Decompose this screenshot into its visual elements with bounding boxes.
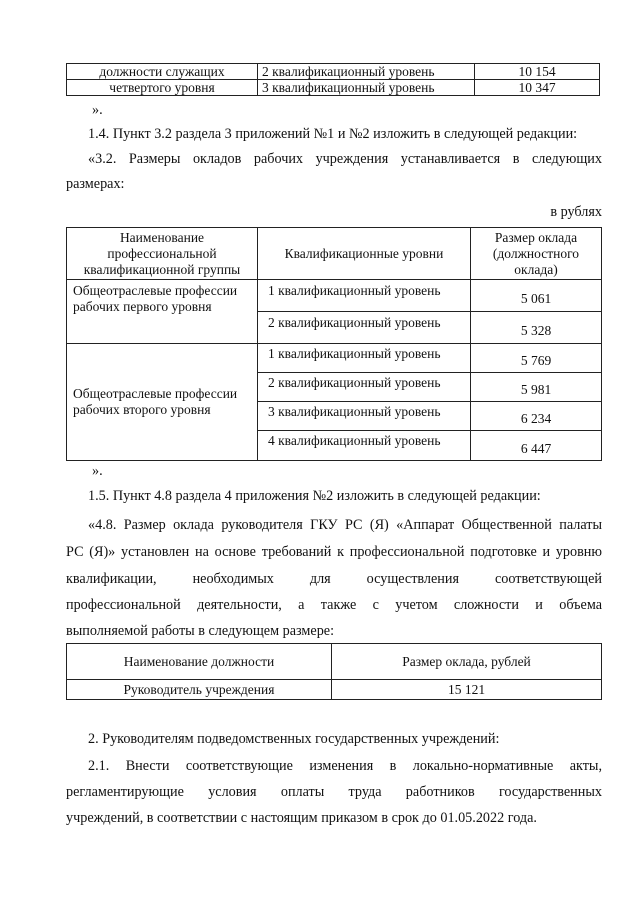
level-cell: 1 квалификационный уровень [258,344,471,373]
paragraph-1-5: 1.5. Пункт 4.8 раздела 4 приложения №2 изложить в следующей редакции: [88,488,541,504]
table-row [67,344,602,373]
table-cell: 10 154 [475,64,600,80]
salary-cell: 5 769 [471,344,602,373]
paragraph-2: 2. Руководителям подведомственных государственных учреждений: [88,731,500,747]
header-group: Наименование профессиональной квалификационной группы [67,228,258,280]
salary-cell: 6 447 [471,431,602,461]
table-cell: четвертого уровня [67,80,258,96]
paragraph-line: РС (Я)» установлен на основе требований к профессиональной подготовке и уровню [66,544,602,560]
table-cell: 10 347 [475,80,600,96]
table-continuation [66,63,600,96]
paragraph-line: квалификации, необходимых для осуществления соответствующей [66,571,602,587]
table-header-row [67,228,602,280]
salary-table-workers [66,227,602,461]
salary-cell: 6 234 [471,402,602,431]
table-cell: 3 квалификационный уровень [258,80,475,96]
table-row [67,280,602,312]
header-salary: Размер оклада, рублей [332,644,602,680]
salary-table-head [66,643,602,700]
level-cell: 4 квалификационный уровень [258,431,471,461]
group-name: Общеотраслевые профессии рабочих второго уровня [67,344,258,461]
header-salary: Размер оклада (должностного оклада) [471,228,602,280]
level-cell: 3 квалификационный уровень [258,402,471,431]
header-position: Наименование должности [67,644,332,680]
position-cell: Руководитель учреждения [67,680,332,700]
level-cell: 1 квалификационный уровень [258,280,471,312]
table-row [67,64,600,80]
salary-cell: 5 061 [471,280,602,312]
paragraph-3-2-line: размерах: [66,176,125,192]
paragraph-line: 2.1. Внести соответствующие изменения в локально-нормативные акты, [88,758,602,774]
salary-cell: 5 981 [471,373,602,402]
paragraph-line: выполняемой работы в следующем размере: [66,623,335,639]
paragraph-line: учреждений, в соответствии с настоящим приказом в срок до 01.05.2022 года. [66,810,537,826]
table-row [67,80,600,96]
table-header-row [67,644,602,680]
level-cell: 2 квалификационный уровень [258,312,471,344]
table-cell: должности служащих [67,64,258,80]
salary-cell: 15 121 [332,680,602,700]
header-levels: Квалификационные уровни [258,228,471,280]
paragraph-line: «4.8. Размер оклада руководителя ГКУ РС (Я) «Аппарат Общественной палаты [88,517,602,533]
quote-close: ». [92,102,103,118]
paragraph-3-2-line: «3.2. Размеры окладов рабочих учреждения устанавливается в следующих [88,151,602,167]
paragraph-1-4: 1.4. Пункт 3.2 раздела 3 приложений №1 и №2 изложить в следующей редакции: [88,126,578,142]
level-cell: 2 квалификационный уровень [258,373,471,402]
group-name: Общеотраслевые профессии рабочих первого уровня [67,280,258,344]
paragraph-line: профессиональной деятельности, а также с учетом сложности и объема [66,597,602,613]
paragraph-line: регламентирующие условия оплаты труда работников государственных [66,784,602,800]
salary-cell: 5 328 [471,312,602,344]
units-label: в рублях [550,204,602,220]
table-row [67,680,602,700]
table-cell: 2 квалификационный уровень [258,64,475,80]
quote-close: ». [92,463,103,479]
